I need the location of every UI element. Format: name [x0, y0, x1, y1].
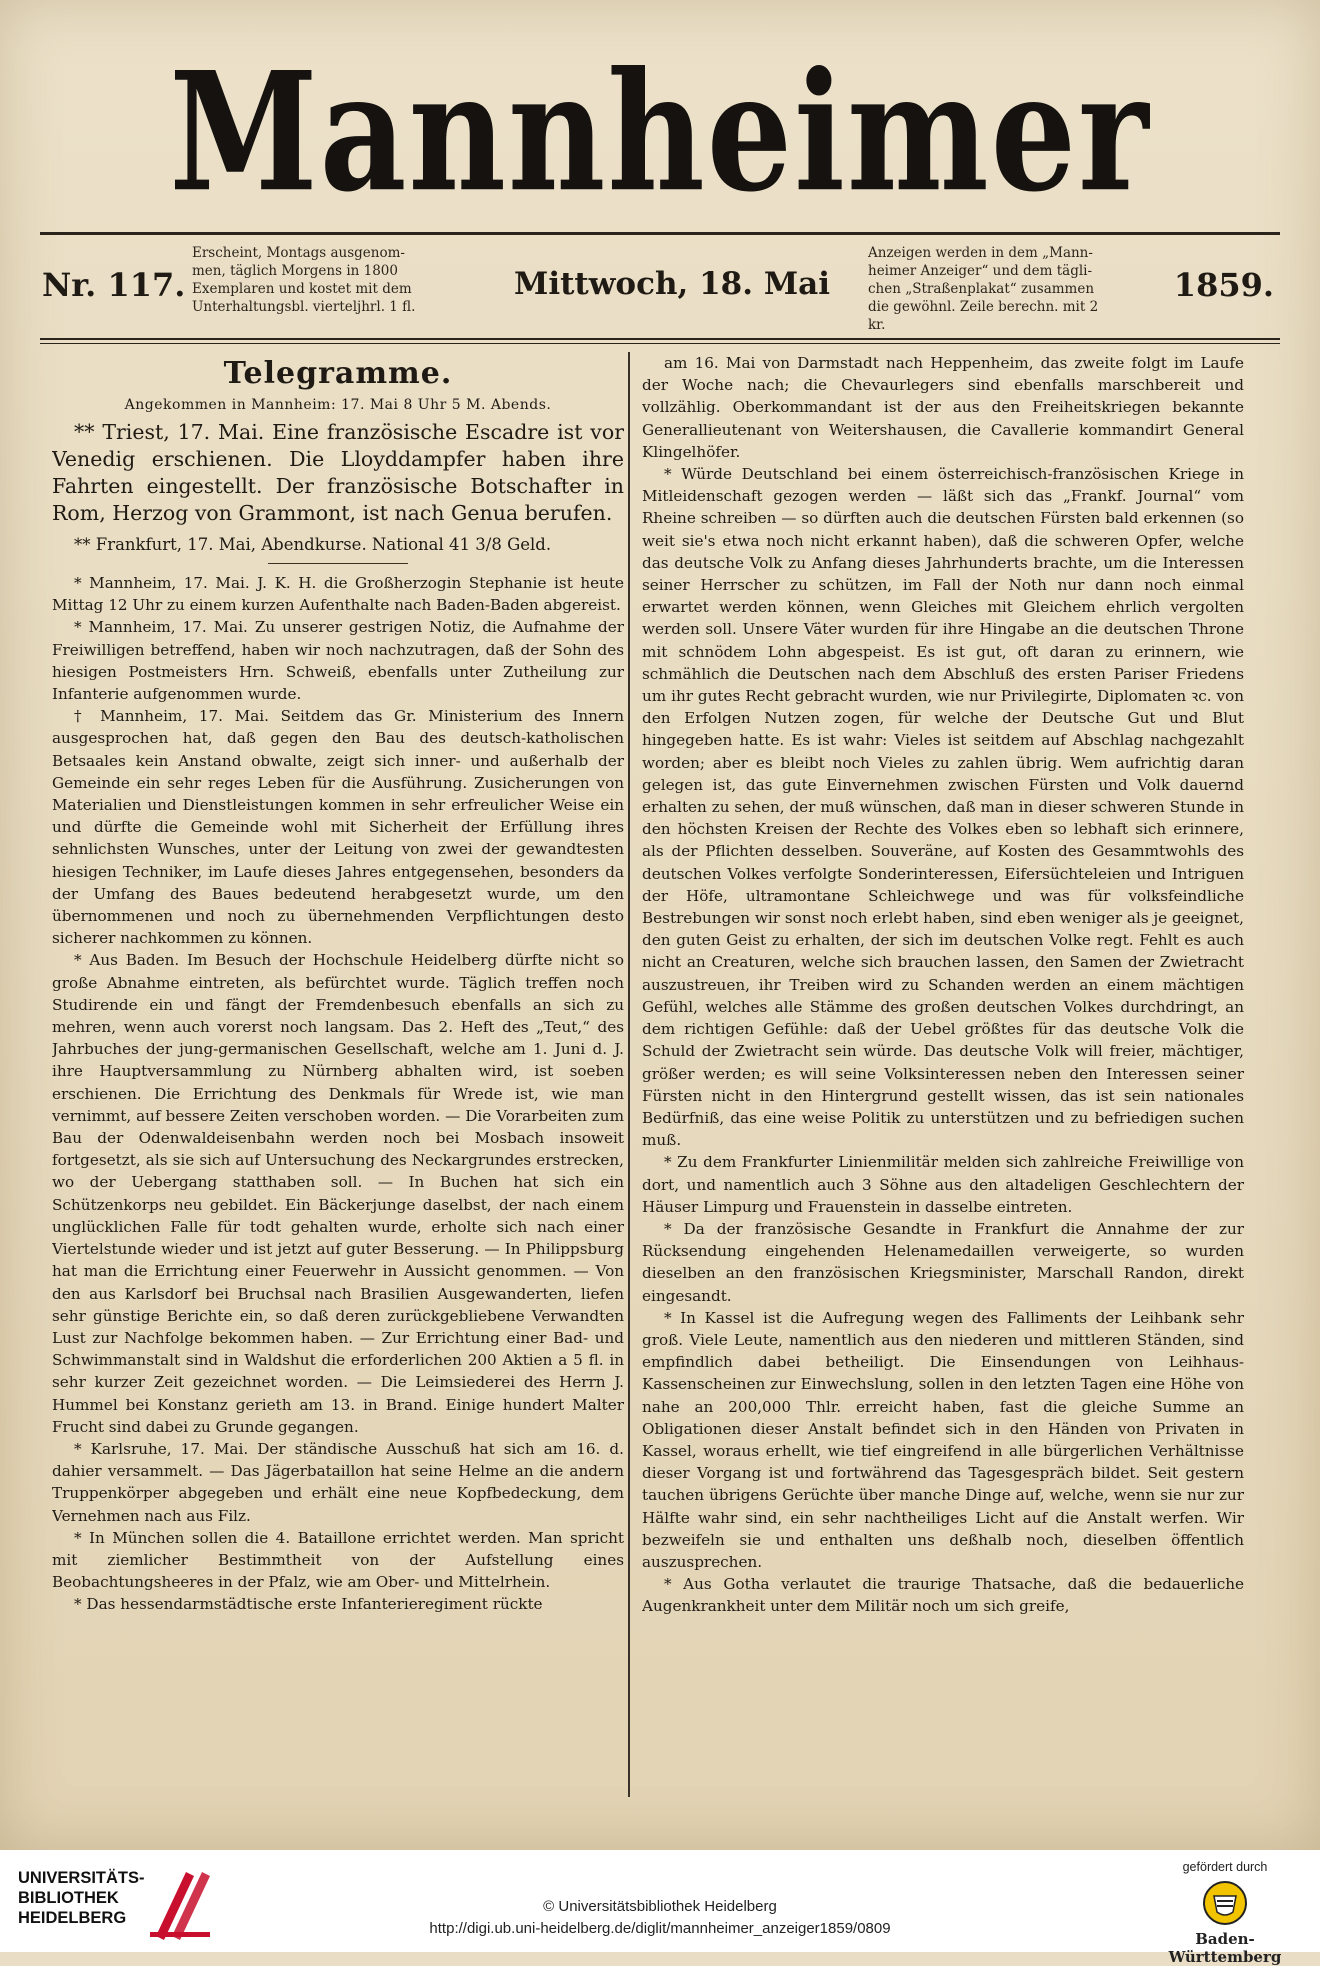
issue-year: 1859.	[1173, 266, 1274, 304]
article-deutschland: * Würde Deutschland bei einem österreichisch-französischen Kriege in Mitleidenschaft gezogen werden — läßt sich das „Frankf. Journal“ vom Rheine schreiben — so dürften auch die deutschen Fürsten bald erkennen (so weit sie's etwa noch nicht erkannt haben), daß die schweren Opfer, welche das deutsche Volk zu Anfang dieses Jahrhunderts brachte, um die Interessen seiner Herrscher zu schützen, im Fall der Noth nur dann noch einmal erwartet werden können, wenn Gleiches mit Gleichem ehrlich vergolten werden soll. Unsere Väter wurden für ihre Hingabe an die deutschen Throne mit schnödem Lohn abgespeist. Es ist gut, oft daran zu erinnern, wie schmählich die Deutschen nach dem Abschluß des ersten Pariser Friedens um ihr gutes Recht gebracht wurden, wie nur Privilegirte, Diplomaten ꝛc. von den Erfolgen Nutzen zogen, für welche der Deutsche Gut und Blut hingegeben hatte. Es ist wahr: Vieles ist seitdem auf Abschlag nachgezahlt worden; aber es bleibt noch Vieles zu zahlen übrig. Wem aufrichtig daran gelegen ist, das gute Einvernehmen zwischen Fürsten und Volk dauernd erhalten zu sehen, der muß wünschen, daß man in dieser schweren Stunde in den höchsten Kreisen der Rechte des Volkes eben so lebhaft sich erinnere, als der Pflichten desselben. Souveräne, auf Kosten des Gesammtwohls des deutschen Volkes verfolgte Sonderinteressen, Eifersüchteleien und Intriguen der Höfe, ultramontane Schleichwege und was für volksfeindliche Bestrebungen wir sonst noch erlebt haben, sind eben weniger als je geeignet, den guten Geist zu erhalten, der sich im deutschen Volke regt. Fehlt es auch nicht an Creaturen, welche sich brauchen lassen, den Samen der Zwietracht auszustreuen, ihr Treiben wird zu Schanden werden an einem mächtigen Gefühl, welches alle Stämme des großen deutschen Volkes durchdringt, an dem richtigen Gefühle: daß der Uebel größtes für das deutsche Volk die Schuld der Zwietracht sein würde. Das deutsche Volk will freier, mächtiger, größer werden; es will seine Volksinteressen neben den Interessen seiner Fürsten nicht in den Hintergrund gestellt wissen, das ist sein nationales Bedürfniß, das eine weise Politik zu unterstützen und zu befriedigen suchen muß.	[642, 465, 1244, 1150]
library-name: UNIVERSITÄTS- BIBLIOTHEK HEIDELBERG	[18, 1869, 145, 1927]
section-divider	[268, 563, 408, 564]
telegram-arrival: Angekommen in Mannheim: 17. Mai 8 Uhr 5 M. Abends.	[124, 397, 552, 413]
issue-row	[42, 238, 1282, 338]
left-column	[52, 352, 624, 1800]
subscription-note: Erscheint, Montags ausgenom- men, täglich Morgens in 1800 Exemplaren und kostet mit dem Unterhaltungsbl. vierteljhrl. 1 fl.	[192, 245, 416, 315]
article-frankfurt-militaer: * Zu dem Frankfurter Linienmilitär melden sich zahlreiche Freiwillige von dort, und namentlich auch 3 Söhne aus den altadeligen Geschlechtern der Häuser Limpurg und Frauenstein in dasselbe eintreten.	[642, 1153, 1244, 1216]
article-hessen: * Das hessendarmstädtische erste Infanterieregiment rückte	[74, 1595, 543, 1614]
article-helenamedaillen: * Da der französische Gesandte in Frankfurt die Annahme der zur Rücksendung eingehenden Helenamedaillen verweigerte, so wurden dieselben an den französischen Kriegsminister, Marschall Randon, direkt eingesandt.	[642, 1219, 1244, 1305]
state-name: Baden-Württemberg	[1168, 1930, 1282, 1966]
copyright-notice: © Universitätsbibliothek Heidelberg	[543, 1898, 777, 1915]
header-rule-2	[40, 343, 1280, 344]
article-mannheim-2: * Mannheim, 17. Mai. Zu unserer gestrigen Notiz, die Aufnahme der Freiwilligen betreffend, haben wir noch nachzutragen, daß der Sohn des hiesigen Postmeisters Hrn. Schweiß, ebenfalls unter Zutheilung zur Infanterie aufgenommen wurde.	[52, 618, 624, 704]
header-rule-1	[40, 338, 1280, 340]
masthead-rule	[40, 232, 1280, 235]
article-mannheim-1: * Mannheim, 17. Mai. J. K. H. die Großherzogin Stephanie ist heute Mittag 12 Uhr zu einem kurzen Aufenthalte nach Baden-Baden abgereist.	[52, 574, 624, 615]
article-baden: * Aus Baden. Im Besuch der Hochschule Heidelberg dürfte nicht so große Abnahme eintreten, als befürchtet wurde. Täglich treffen noch Studirende ein und fängt der Fremdenbesuch ebenfalls an sich zu mehren, wenn auch vorerst noch langsam. Das 2. Heft des „Teut,“ des Jahrbuches der jung-germanischen Gesellschaft, welche am 1. Juni d. J. ihre Hauptversammlung zu Nürnberg abhalten wird, ist soeben erschienen. Die Errichtung des Denkmals für Wrede ist, wie man vernimmt, auf bessere Zeiten verschoben worden. — Die Vorarbeiten zum Bau der Odenwaldeisenbahn werden noch bei Mosbach insoweit fortgesetzt, als sie sich auf Untersuchung des Neckargrundes erstrecken, wo der Uebergang statthaben soll. — In Buchen hat sich ein Schützenkorps neu gebildet. Ein Bäckerjunge daselbst, der nach einem unglücklichen Falle für todt gehalten wurde, erholte sich nach einer Viertelstunde wieder und ist jetzt auf guter Besserung. — In Philippsburg hat man die Errichtung einer Feuerwehr in Aussicht genommen. — Von den aus Karlsdorf bei Bruchsal nach Brasilien Ausgewanderten, liefen sehr günstige Berichte ein, so daß deren zurückgebliebene Verwandten Lust zur Nachfolge bekommen haben. — Zur Errichtung einer Bad- und Schwimmanstalt sind in Waldshut die erforderlichen 200 Aktien a 5 fl. in sehr kurzer Zeit gezeichnet worden. — Die Leimsiederei des Herrn J. Hummel bei Konstanz gerieth am 13. in Brand. Einige hundert Malter Frucht sind dabei zu Grunde gegangen.	[52, 951, 624, 1436]
ads-note: Anzeigen werden in dem „Mann- heimer Anzeiger“ und dem tägli- chen „Straßenplakat“ zusammen die gewöhnl. Zeile berechn. mit 2 kr.	[868, 245, 1099, 333]
article-kassel: * In Kassel ist die Aufregung wegen des Falliments der Leihbank sehr groß. Viele Leute, namentlich aus den niederen und mittleren Ständen, sind empfindlich dabei betheiligt. Die Einsendungen von Leihhaus-Kassenscheinen zur Einwechslung, sollen in den letzten Tagen eine Höhe von nahe an 200,000 Thlr. erreicht haben, fast die gleiche Summe an Obligationen dieser Anstalt befindet sich in den Händen von Privaten in Kassel, woraus erhellt, wie tief eingreifend in alle bürgerlichen Verhältnisse dieser Vorgang ist und fortwährend das Tagesgespräch bildet. Seit gestern tauchen übrigens Gerüchte über manche Dinge auf, welche, wenn sie nur zur Hälfte wahr sind, ein sehr nachtheiliges Licht auf die Anstalt werfen. Wir bezweifeln sie und enthalten uns deßhalb noch, dieselben öffentlich auszusprechen.	[642, 1308, 1244, 1571]
article-hessen-cont: am 16. Mai von Darmstadt nach Heppenheim, das zweite folgt im Laufe der Woche nach; die Chevaurlegers sind ebenfalls marschbereit und vollzählig. Oberkommandant ist der aus den Freiheitskriegen bekannte Generallieutenant von Weitershausen, die Cavallerie kommandirt General Klingelhöfer.	[642, 354, 1244, 461]
funding-credit	[1150, 1860, 1300, 1966]
article-karlsruhe: * Karlsruhe, 17. Mai. Der ständische Ausschuß hat sich am 16. d. dahier versammelt. — Das Jägerbataillon hat seine Helme an die andern Truppenkörper abgegeben und erhält eine neue Kopfbedeckung, dem Vernehmen nach aus Filz.	[52, 1439, 624, 1525]
article-mannheim-3: † Mannheim, 17. Mai. Seitdem das Gr. Ministerium des Innern ausgesprochen hat, daß gegen den Bau des deutsch-katholischen Betsaales kein Anstand obwalte, zeigt sich inner- und außerhalb der Gemeinde ein sehr reges Leben für die Ausführung. Zusicherungen von Materialien und Dienstleistungen kommen in sehr erfreulicher Weise ein und dürfte die Gemeinde wohl mit Sicherheit der Erfüllung ihres sehnlichsten Wunsches, unter der Leitung von zwei der gewandtesten hiesigen Techniker, im Laufe dieses Jahres entgegensehen, besonders da der Umfang des Baues bedeutend herabgesetzt wurde, um den übernommenen und noch zu übernehmenden Verpflichtungen desto sicherer nachkommen zu können.	[52, 707, 624, 948]
funded-by-label: gefördert durch	[1182, 1860, 1268, 1874]
article-muenchen: * In München sollen die 4. Bataillone errichtet werden. Man spricht mit ziemlicher Bestimmtheit von der Aufstellung eines Beobachtungsheeres in der Pfalz, wie am Ober- und Mittelrhein.	[52, 1528, 624, 1592]
masthead-title: Mannheimer	[169, 35, 1151, 229]
issue-date: Mittwoch, 18. Mai	[514, 266, 830, 302]
right-column	[642, 352, 1244, 1800]
permalink[interactable]: http://digi.ub.uni-heidelberg.de/diglit/mannheimer_anzeiger1859/0809	[429, 1920, 891, 1937]
telegram-frankfurt: ** Frankfurt, 17. Mai, Abendkurse. National 41 3/8 Geld.	[74, 535, 552, 554]
footer-bar	[0, 1850, 1320, 1966]
issue-number: Nr. 117.	[42, 266, 186, 304]
column-divider	[628, 352, 630, 1797]
section-title-telegramme: Telegramme.	[223, 356, 453, 391]
state-seal-icon	[1202, 1880, 1248, 1926]
article-gotha: * Aus Gotha verlautet die traurige Thatsache, daß die bedauerliche Augenkrankheit unter dem Militär noch um sich greife,	[642, 1575, 1244, 1616]
telegram-triest: ** Triest, 17. Mai. Eine französische Escadre ist vor Venedig erschienen. Die Lloyddampfer haben ihre Fahrten eingestellt. Der französische Botschafter in Rom, Herzog von Grammont, ist nach Genua berufen.	[52, 420, 624, 525]
